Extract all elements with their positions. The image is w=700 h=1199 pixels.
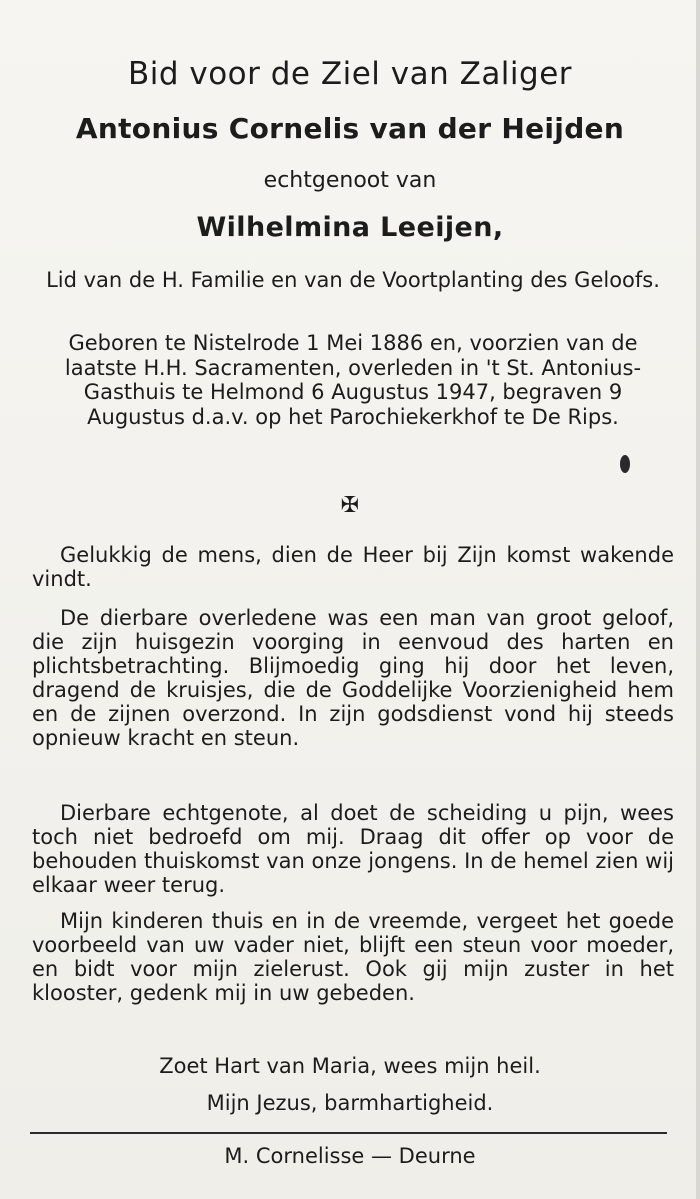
paragraph-1: Gelukkig de mens, dien de Heer bij Zijn komst wakende vindt.	[32, 543, 674, 591]
spouse-name: Wilhelmina Leeijen,	[196, 212, 504, 243]
biography-text: Geboren te Nistelrode 1 Mei 1886 en, voorzien van de laatste H.H. Sacramenten, overleden in 't St. Antonius-Gasthuis te Helmond 6 Augustus 1947, begraven 9 Augustus d.a.v. op het Parochiekerkhof te De Rips.	[64, 331, 642, 429]
prayer-heading: Bid voor de Ziel van Zaliger	[127, 56, 573, 92]
deceased-name: Antonius Cornelis van der Heijden	[75, 112, 625, 145]
closing-prayer-2: Mijn Jezus, barmhartigheid.	[206, 1091, 494, 1115]
paragraph-3: Dierbare echtgenote, al doet de scheiding u pijn, wees toch niet bedroefd om mij. Draag dit offer op voor de behouden thuiskomst van onze jongens. In de hemel zien wij elkaar weer terug.	[32, 801, 674, 897]
divider-line	[30, 1132, 667, 1134]
spouse-intro: echtgenoot van	[263, 168, 437, 193]
cross-icon: ✠	[340, 493, 360, 518]
paragraph-2: De dierbare overledene was een man van groot geloof, die zijn huisgezin voorging in eenvoud des harten en plichtsbetrachting. Blijmoedig ging hij door het leven, dragend de kruisjes, die de Goddelijke Voorzienigheid hem en de zijnen overzond. In zijn godsdienst vond hij steeds opnieuw kracht en steun.	[32, 606, 674, 750]
ink-speck	[620, 455, 630, 473]
paragraph-4: Mijn kinderen thuis en in de vreemde, vergeet het goede voorbeeld van uw vader niet, blijft een steun voor moeder, en bidt voor mijn zielerust. Ook gij mijn zuster in het klooster, gedenk mij in uw gebeden.	[32, 909, 674, 1005]
membership-text: Lid van de H. Familie en van de Voortplanting des Geloofs.	[46, 268, 660, 292]
printer-credit: M. Cornelisse — Deurne	[224, 1144, 476, 1168]
closing-prayer-1: Zoet Hart van Maria, wees mijn heil.	[159, 1054, 541, 1078]
